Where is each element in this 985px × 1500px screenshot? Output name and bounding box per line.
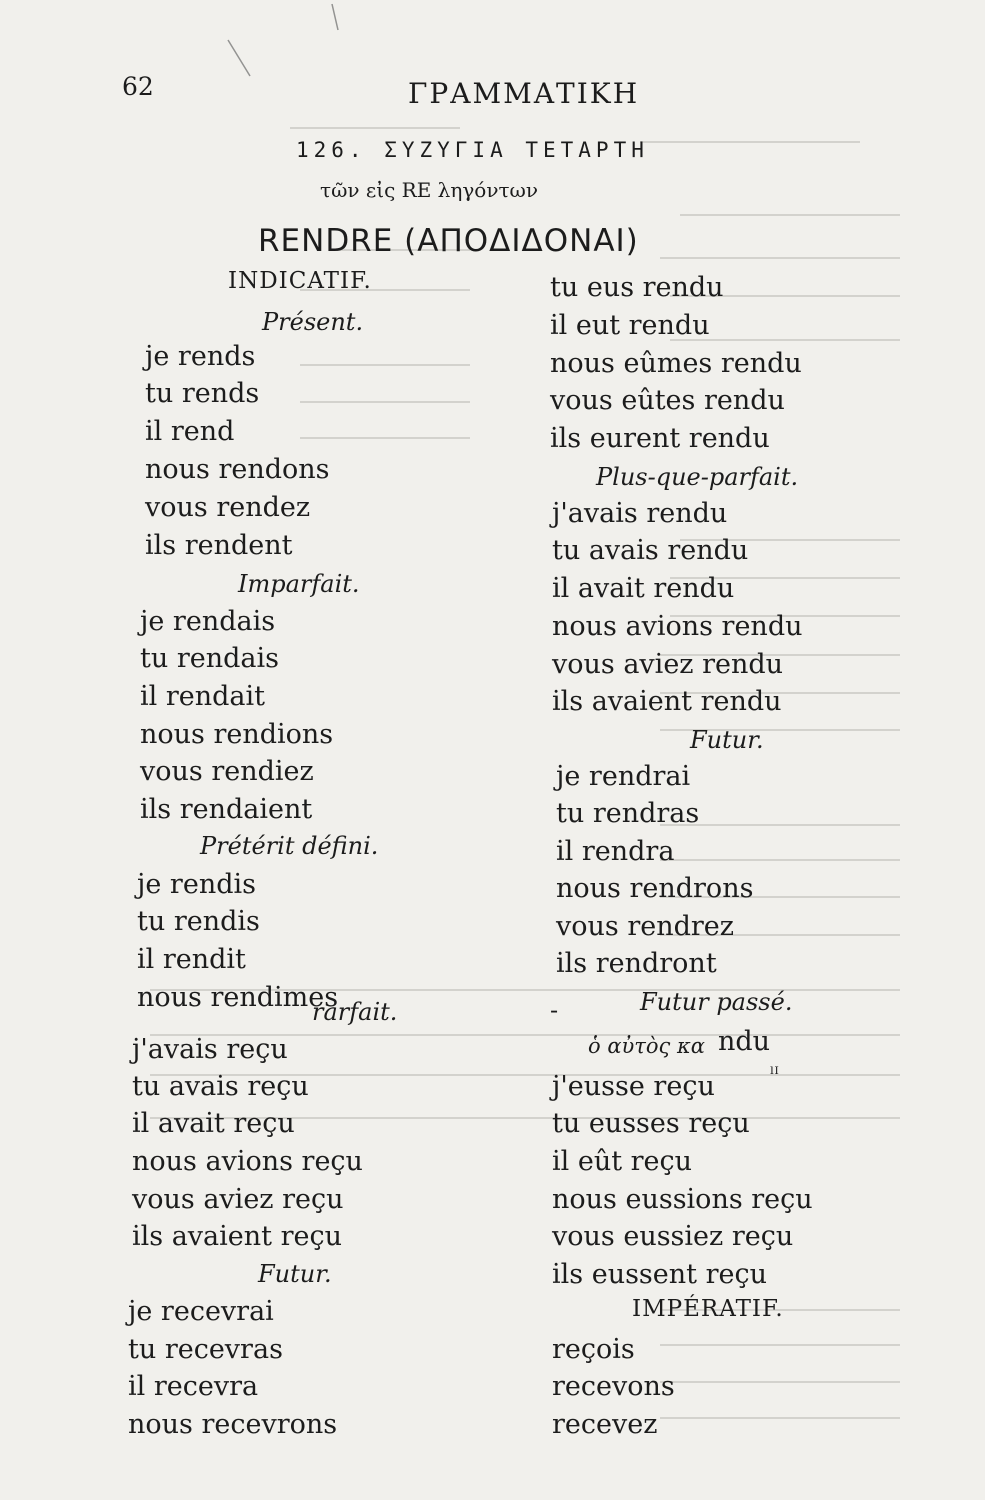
conjugation-line: il eut rendu [550,310,710,341]
conjugation-line: nous rendions [140,719,334,750]
page-number: 62 [122,72,154,101]
conjugation-line: tu rendis [137,906,260,937]
conjugation-line: ils rendent [145,530,293,561]
conjugation-line: nous rendons [145,454,330,485]
conjugation-line: tu recevras [128,1334,283,1365]
conjugation-line: je rendrai [556,761,691,792]
conjugation-line: il recevra [128,1371,259,1402]
conjugation-line: nous recevrons [128,1409,338,1440]
tense-label-futur-passe: Futur passé. [640,988,793,1016]
conjugation-line: j'avais rendu [552,498,728,529]
conjugation-line: ils avaient rendu [552,686,782,717]
greek-overlay: ὁ αὐτὸς κα [588,1034,705,1058]
conjugation-line: recevons [552,1371,675,1402]
conjugation-line: vous rendiez [140,756,314,787]
section-subheading: τῶν εἰς RE ληγόντων [320,178,539,202]
conjugation-line: vous eussiez reçu [552,1221,794,1252]
conjugation-line: il avait rendu [552,573,735,604]
conjugation-line: nous rendrons [556,873,754,904]
conjugation-line: nous avions rendu [552,611,803,642]
conjugation-line: ils eurent rendu [550,423,770,454]
conjugation-line: tu eusses reçu [552,1108,750,1139]
conjugation-line: il rendait [140,681,265,712]
conjugation-line: je rendais [140,606,276,637]
section-heading: 126. ΣΥΖΥΓΙΑ ΤΕΤΑΡΤΗ [296,138,649,162]
conjugation-line: j'eusse reçu [552,1071,715,1102]
conjugation-line: il rendit [137,944,246,975]
conjugation-line: tu rendais [140,643,279,674]
conjugation-line: ils rendaient [140,794,313,825]
tense-label-present: Présent. [262,308,364,336]
conjugation-line: ils rendront [556,948,717,979]
conjugation-line: je rendis [137,869,256,900]
conjugation-line: tu rendras [556,798,700,829]
tense-label-plus-que-parfait: Plus-que-parfait. [596,463,799,491]
fragment-text: ndu [718,1026,771,1057]
conjugation-line: tu eus rendu [550,272,724,303]
conjugation-line: je rends [145,341,256,372]
conjugation-line: il rendra [556,836,675,867]
tense-label-futur: Futur. [258,1260,332,1288]
conjugation-line: reçois [552,1334,635,1365]
conjugation-line: j'avais reçu [132,1034,288,1065]
tense-label-imparfait: Imparfait. [238,570,360,598]
conjugation-line: nous rendimes [137,982,339,1013]
conjugation-line: il rend [145,416,235,447]
conjugation-line: je recevrai [128,1296,274,1327]
conjugation-line: nous avions reçu [132,1146,363,1177]
overlay-label: rarfait. [312,998,398,1026]
running-head: ΓΡΑΜΜΑΤΙΚΗ [408,77,640,110]
stray-mark: ˡᴵ [770,1064,779,1085]
conjugation-line: tu avais rendu [552,535,749,566]
conjugation-line: recevez [552,1409,658,1440]
mood-imperatif: IMPÉRATIF. [632,1296,784,1322]
conjugation-line: vous aviez rendu [552,649,784,680]
conjugation-line: nous eûmes rendu [550,348,802,379]
conjugation-line: il eût reçu [552,1146,693,1177]
stray-dash: - [550,996,559,1024]
conjugation-line: ils avaient reçu [132,1221,342,1252]
tense-label-preterit: Prétérit défini. [200,832,379,860]
conjugation-line: vous aviez reçu [132,1184,344,1215]
conjugation-line: vous rendrez [556,911,735,942]
conjugation-line: il avait reçu [132,1108,295,1139]
verb-title: RENDRE (ΑΠΟΔΙΔΟΝΑΙ) [258,223,639,259]
conjugation-line: vous eûtes rendu [550,385,785,416]
mood-indicatif: INDICATIF. [228,268,372,294]
tense-label-futur: Futur. [690,726,764,754]
conjugation-line: nous eussions reçu [552,1184,813,1215]
conjugation-line: tu avais reçu [132,1071,309,1102]
conjugation-line: vous rendez [145,492,311,523]
conjugation-line: tu rends [145,378,260,409]
conjugation-line: ils eussent reçu [552,1259,767,1290]
